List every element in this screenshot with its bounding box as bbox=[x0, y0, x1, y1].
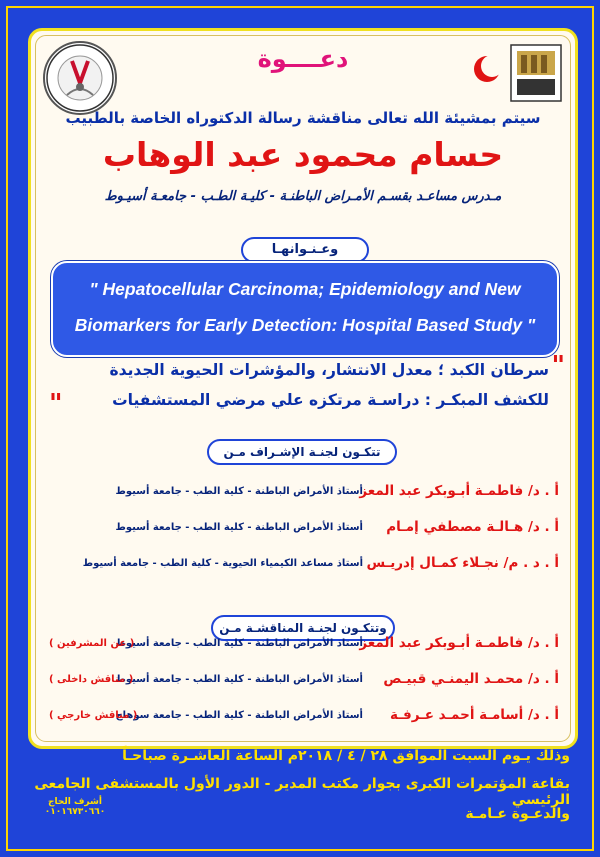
supervisor-details: أستاذ مساعد الكيمياء الحيوية - كلية الطب - جامعة أسيوط bbox=[82, 558, 363, 569]
supervision-label: تتكـون لجنـة الإشـراف مـن bbox=[207, 439, 397, 465]
examiner-name: أ . د/ محمـد اليمنـي قبيـص bbox=[383, 671, 559, 687]
thesis-english-box bbox=[51, 261, 559, 357]
examiner-row bbox=[47, 635, 559, 657]
contact-info bbox=[30, 797, 120, 817]
thesis-arabic-line1: سرطان الكبد ؛ معدل الانتشار، والمؤشرات الحيوية الجديدة bbox=[109, 361, 549, 379]
intro-line: سيتم بمشيئة الله تعالى مناقشة رسالة الدكتوراه الخاصة بالطبيب bbox=[65, 109, 541, 127]
contact-name: أشرف الحاج bbox=[48, 797, 102, 807]
thesis-title-label: وعـنـوانهـا bbox=[241, 237, 369, 263]
thesis-arabic-line2: للكشف المبكـر : دراسـة مرتكزه علي مرضي المستشفيات bbox=[112, 391, 549, 409]
supervisor-details: أستاذ الأمراض الباطنة - كلية الطب - جامعة أسيوط bbox=[115, 522, 363, 533]
supervisor-name: أ . د/ هـالـة مصطفي إمـام bbox=[386, 519, 559, 535]
public-invitation-line: والدعـوة عـامـة bbox=[465, 806, 570, 822]
date-time-line: وذلك يـوم السبت الموافق ٢٨ / ٤ / ٢٠١٨م الساعة العاشـرة صباحـاً bbox=[122, 748, 570, 764]
examiner-row bbox=[47, 671, 559, 693]
examiner-row bbox=[47, 707, 559, 729]
open-quote: " bbox=[551, 351, 565, 381]
supervisor-name: أ . د/ فاطمـة أبـوبكر عبد المعز bbox=[359, 483, 559, 499]
examiner-details: أستاذ الأمراض الباطنة - كلية الطب - جامعة أسيوط bbox=[115, 674, 363, 685]
supervisor-details: أستاذ الأمراض الباطنة - كلية الطب - جامعة أسيوط bbox=[115, 486, 363, 497]
examiner-details: أستاذ الأمراض الباطنة - كلية الطب - جامعة أسيوط bbox=[115, 638, 363, 649]
thesis-english-line1: " Hepatocellular Carcinoma; Epidemiology and New bbox=[89, 279, 521, 299]
discussion-label: وتتكـون لجنـة المناقشـة مـن bbox=[211, 615, 395, 641]
contact-phone: ٠١٠١٦٧٣٠٦٦٠ bbox=[44, 807, 106, 817]
candidate-name: حسام محمود عبد الوهاب bbox=[102, 135, 504, 174]
examiner-details: أستاذ الأمراض الباطنة - كلية الطب - جامعة سوهاج bbox=[115, 710, 363, 721]
supervisor-name: أ . د . م/ نجـلاء كمـال إدريـس bbox=[366, 555, 559, 571]
supervisor-row bbox=[47, 483, 559, 505]
thesis-english-line2: Biomarkers for Early Detection: Hospital Based Study " bbox=[74, 315, 536, 335]
examiner-role: ( عن المشرفين ) bbox=[49, 638, 135, 649]
invitation-title: دعــــوة bbox=[257, 45, 349, 73]
candidate-position: مـدرس مساعـد بقسـم الأمـراض الباطنـة - كليـة الطـب - جامعـة أسيـوط bbox=[104, 189, 502, 204]
examiner-role: ( مناقش خارجي ) bbox=[49, 710, 138, 721]
close-quote: " bbox=[49, 389, 63, 419]
examiner-name: أ . د/ أسامـة أحمـد عـرفـة bbox=[390, 707, 559, 723]
examiner-role: ( مناقش داخلى ) bbox=[49, 674, 134, 685]
supervisor-row bbox=[47, 519, 559, 541]
venue-line: بقاعة المؤتمرات الكبرى بجوار مكتب المدير - الدور الأول بالمستشفى الجامعى الرئيسي bbox=[34, 776, 570, 808]
invitation-card bbox=[28, 28, 578, 749]
supervisor-row bbox=[47, 555, 559, 577]
examiner-name: أ . د/ فاطمـة أبـوبكر عبد المعز bbox=[359, 635, 559, 651]
